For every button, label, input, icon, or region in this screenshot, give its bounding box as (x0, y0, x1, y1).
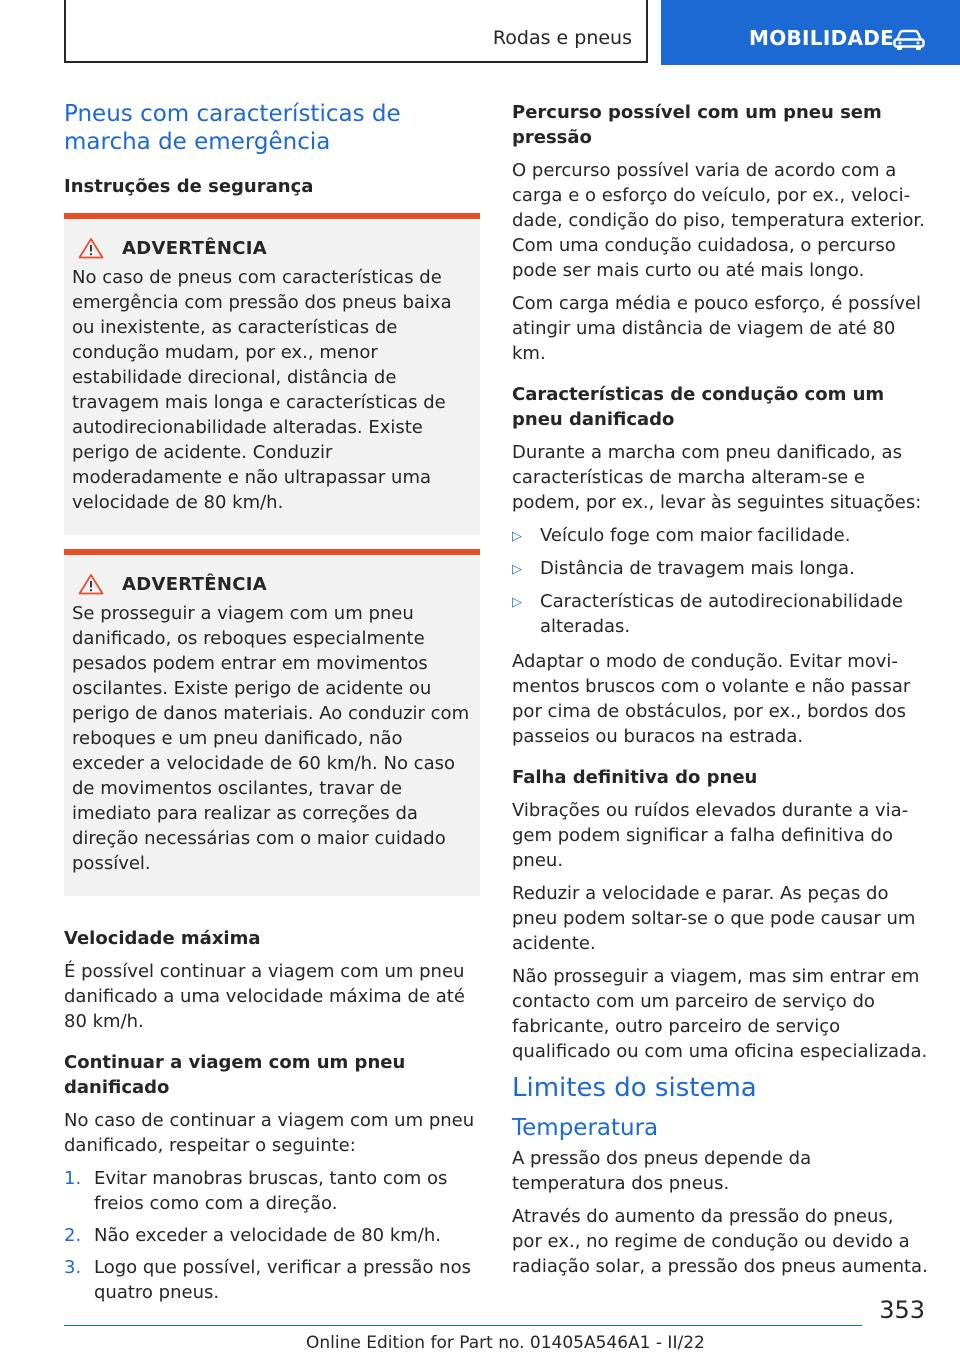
warning-box-2 (64, 549, 480, 896)
bullet-triangle-icon: ▷ (512, 562, 522, 577)
warning-triangle-icon (78, 237, 104, 259)
page-number: 353 (879, 1296, 925, 1324)
bullet-text: Distância de travagem mais longa. (540, 558, 855, 579)
bullet-text: Características de autodirecionabilidade alteradas. (540, 591, 903, 637)
warning-text: Se prosseguir a viagem com um pneu danificado, os reboques especialmente pesados podem entrar em movimentos oscilantes. Existe perigo de acidente ou perigo de danos materiais. Ao conduzir com reboques e um pneu danificado, não exceder a velocidade de 60 km/h. No caso de movimentos oscilantes, travar de imediato para realizar as correções da direção necessárias com o maior cuidado possível. (72, 603, 470, 874)
handling-outro: Adaptar o modo de condução. Evitar movimentos bruscos com o volante e não passar por cima de obstáculos, por ex., bordos dos passeios ou buracos na estrada. (512, 651, 911, 747)
failure-heading: Falha definitiva do pneu (512, 767, 758, 788)
distance-text-2: Com carga média e pouco esforço, é possível atingir uma distância de viagem de até 80 km. (512, 293, 921, 364)
continue-steps (64, 1166, 480, 1305)
step-text: Evitar manobras bruscas, tanto com os freios como com a direção. (94, 1168, 448, 1214)
distance-heading: Percurso possível com um pneu sem pressão (512, 102, 882, 148)
warning-title: ADVERTÊNCIA (122, 237, 267, 259)
bullet-text: Veículo foge com maior facilidade. (540, 525, 851, 546)
failure-text-2: Reduzir a velocidade e parar. As peças do pneu podem soltar-se o que pode causar um acidente. (512, 883, 916, 954)
chapter-tab (661, 0, 960, 65)
warning-title: ADVERTÊNCIA (122, 573, 267, 595)
max-speed-text: É possível continuar a viagem com um pneu danificado a uma velocidade máxima de até 80 km/h. (64, 961, 465, 1032)
footer-edition: Online Edition for Part no. 01405A546A1 - II/22 (306, 1333, 705, 1353)
page-header (0, 0, 960, 66)
list-item (64, 1255, 480, 1305)
temperature-text-2: Através do aumento da pressão do pneus, por ex., no regime de condução ou devido a radiação solar, a pressão dos pneus aumenta. (512, 1206, 928, 1277)
warning-triangle-icon (78, 573, 104, 595)
temperature-heading: Temperatura (512, 1115, 659, 1141)
handling-heading: Características de condução com um pneu danificado (512, 384, 885, 430)
failure-text-3: Não prosseguir a viagem, mas sim entrar em contacto com um parceiro de serviço do fabricante, outro parceiro de serviço qualificado ou com uma oficina especializada. (512, 966, 928, 1062)
list-item (64, 1223, 480, 1248)
step-number: 2. (64, 1225, 82, 1246)
handling-intro: Durante a marcha com pneu danificado, as características de marcha alteram-se e podem, por ex., levar às seguintes situações: (512, 442, 922, 513)
step-number: 1. (64, 1168, 82, 1189)
step-number: 3. (64, 1257, 82, 1278)
section-title: Rodas e pneus (492, 27, 632, 49)
bullet-triangle-icon: ▷ (512, 595, 522, 610)
safety-heading: Instruções de segurança (64, 176, 314, 197)
warning-text: No caso de pneus com características de emergência com pressão dos pneus baixa ou inexistente, as características de condução mudam, por ex., menor estabilidade direcional, distância de travagem mais longa e características de autodirecionabilidade alteradas. Existe perigo de acidente. Conduzir moderadamente e não ultrapassar uma velocidade de 80 km/h. (72, 267, 452, 513)
temperature-text-1: A pressão dos pneus depende da temperatura dos pneus. (512, 1148, 812, 1194)
section-tab (64, 0, 648, 63)
system-limits-title: Limites do sistema (512, 1073, 757, 1103)
step-text: Logo que possível, verificar a pressão nos quatro pneus. (94, 1257, 471, 1303)
car-icon (893, 29, 925, 51)
distance-text-1: O percurso possível varia de acordo com a carga e o esforço do veículo, por ex., velocidade, condição do piso, temperatura exterior. Com uma condução cuidadosa, o percurso pode ser mais curto ou até mais longo. (512, 160, 925, 281)
footer-divider (64, 1325, 862, 1326)
list-item (512, 523, 928, 549)
continue-intro: No caso de continuar a viagem com um pneu danificado, respeitar o seguinte: (64, 1110, 475, 1156)
list-item (512, 556, 928, 582)
bullet-triangle-icon: ▷ (512, 529, 522, 544)
handling-bullets (512, 523, 928, 639)
failure-text-1: Vibrações ou ruídos elevados durante a viagem podem significar a falha definitiva do pneu. (512, 800, 909, 871)
max-speed-heading: Velocidade máxima (64, 928, 261, 949)
step-text: Não exceder a velocidade de 80 km/h. (94, 1225, 441, 1246)
warning-box-1 (64, 213, 480, 535)
list-item (512, 589, 928, 639)
section-main-title: Pneus com características de marcha de emergência (64, 101, 401, 155)
list-item (64, 1166, 480, 1216)
continue-heading: Continuar a viagem com um pneu danificado (64, 1052, 406, 1098)
right-column (512, 100, 928, 1287)
chapter-title: MOBILIDADE (749, 26, 895, 50)
left-column (64, 100, 480, 1315)
